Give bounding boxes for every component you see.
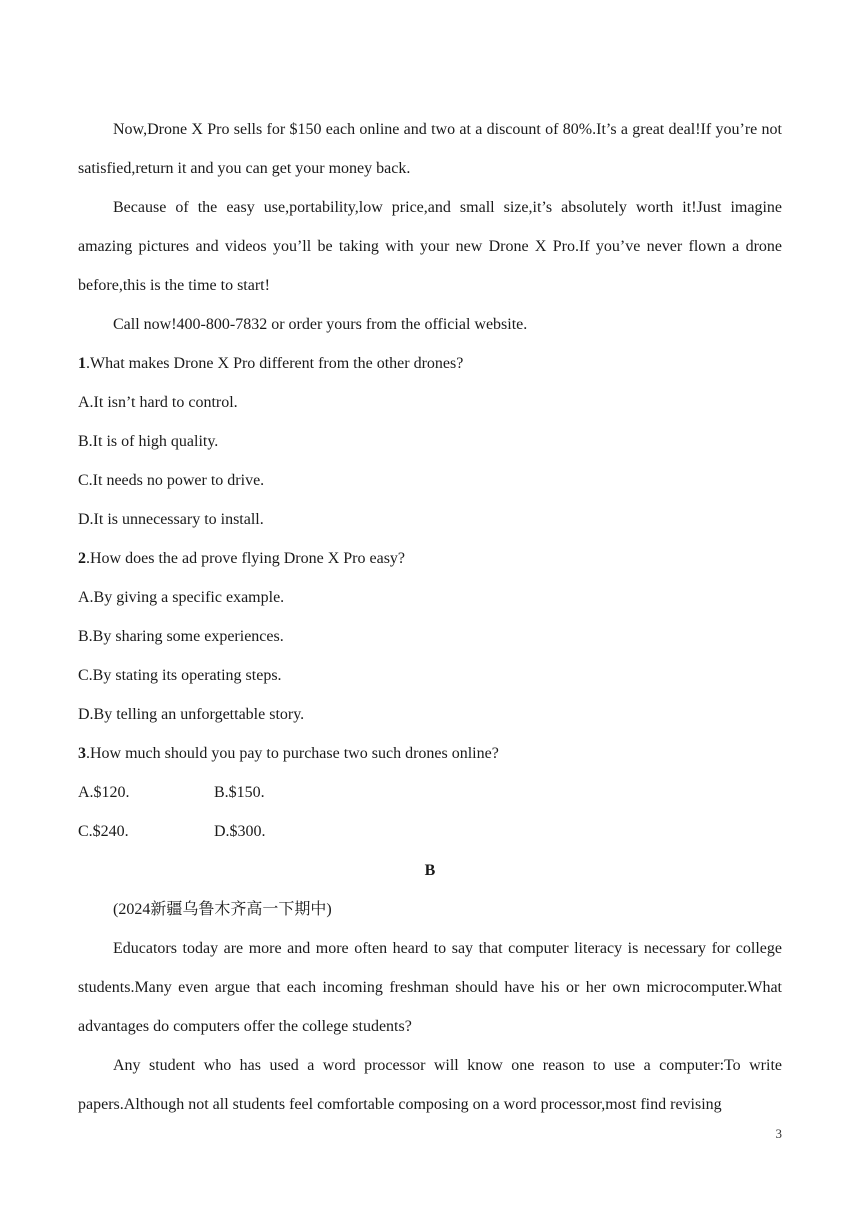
question-3-options-row-1 <box>78 773 782 812</box>
section-b-paragraph-2: Any student who has used a word processor will know one reason to use a computer:To write papers.Although not all students feel comfortable composing on a word processor,most find revising <box>78 1057 782 1113</box>
question-3-text: .How much should you pay to purchase two such drones online? <box>86 745 499 762</box>
section-b-source: (2024新疆乌鲁木齐高一下期中) <box>113 901 332 918</box>
question-3-option-b: B.$150. <box>214 784 265 801</box>
section-b-paragraph-1: Educators today are more and more often heard to say that computer literacy is necessary for college students.Many even argue that each incoming freshman should have his or her own microcomputer.What advantages do computers offer the college students? <box>78 940 782 1035</box>
document-body <box>78 110 782 1124</box>
question-1-number: 1 <box>78 355 86 372</box>
question-2-option-d: D.By telling an unforgettable story. <box>78 706 305 723</box>
question-1-option-a: A.It isn’t hard to control. <box>78 394 238 411</box>
question-3-option-d: D.$300. <box>214 823 266 840</box>
question-2-option-a: A.By giving a specific example. <box>78 589 285 606</box>
question-2-text: .How does the ad prove flying Drone X Pro easy? <box>86 550 406 567</box>
question-3 <box>78 734 782 773</box>
question-2 <box>78 539 782 578</box>
question-3-number: 3 <box>78 745 86 762</box>
passage-a-paragraph-3: Call now!400-800-7832 or order yours from the official website. <box>113 316 528 333</box>
question-1 <box>78 344 782 383</box>
question-1-option-b: B.It is of high quality. <box>78 433 219 450</box>
question-2-option-b: B.By sharing some experiences. <box>78 628 284 645</box>
question-2-number: 2 <box>78 550 86 567</box>
question-3-options-row-2 <box>78 812 782 851</box>
question-3-option-a: A.$120. <box>78 784 130 801</box>
question-3-option-c: C.$240. <box>78 823 129 840</box>
question-1-option-d: D.It is unnecessary to install. <box>78 511 264 528</box>
passage-a-paragraph-1: Now,Drone X Pro sells for $150 each online and two at a discount of 80%.It’s a great deal!If you’re not satisfied,return it and you can get your money back. <box>78 121 782 177</box>
question-1-option-c: C.It needs no power to drive. <box>78 472 265 489</box>
passage-a-paragraph-2: Because of the easy use,portability,low price,and small size,it’s absolutely worth it!Just imagine amazing pictures and videos you’ll be taking with your new Drone X Pro.If you’ve never flown a drone before,this is the time to start! <box>78 199 782 294</box>
question-2-option-c: C.By stating its operating steps. <box>78 667 282 684</box>
question-1-text: .What makes Drone X Pro different from the other drones? <box>86 355 464 372</box>
section-b-title: B <box>424 862 436 879</box>
page-number: 3 <box>775 1126 782 1141</box>
